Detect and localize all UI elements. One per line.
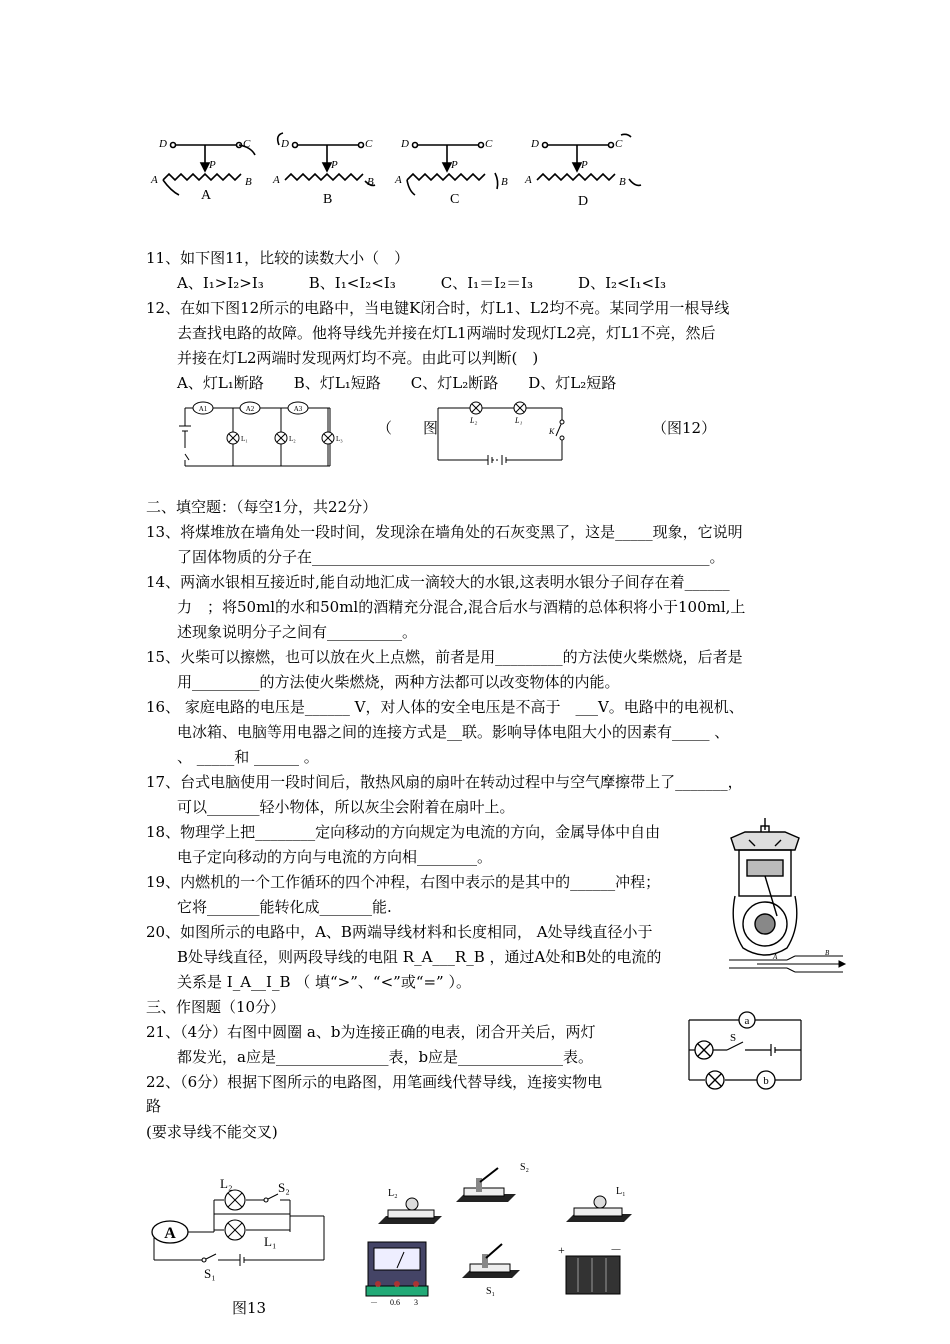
option-label-c: C	[450, 192, 460, 207]
q22-line2: 路	[146, 1097, 162, 1115]
fig12-label-l2: L₂	[470, 416, 478, 425]
svg-text:D: D	[401, 138, 409, 150]
q13-line2: 了固体物质的分子在_____________________________________________________。	[177, 548, 725, 566]
caption-figure-12: （图12）	[652, 419, 717, 437]
engine-cylinder-figure	[725, 816, 805, 966]
fig11-meter-a2: A2	[245, 405, 255, 413]
svg-text:B: B	[619, 176, 626, 188]
real-ammeter-minus: －	[370, 1298, 378, 1307]
q22-line1: 22、（6分）根据下图所示的电路图，用笔画线代替导线，连接实物电	[146, 1073, 603, 1091]
q20-line1: 20、如图所示的电路中，A、B两端导线材料和长度相同， A处导线直径小于	[146, 923, 653, 941]
q12-line2: 去查找电路的故障。他将导线先并接在灯L1两端时发现灯L2亮，灯L1不亮，然后	[177, 324, 716, 342]
real-components-figure	[360, 1158, 650, 1308]
real-label-s1: S₁	[486, 1286, 496, 1297]
caption-tu: 图	[423, 419, 439, 437]
q19-line1: 19、内燃机的一个工作循环的四个冲程，右图中表示的是其中的______冲程；	[146, 873, 661, 891]
svg-text:P: P	[209, 159, 216, 171]
q15-line1: 15、火柴可以擦燃，也可以放在火上点燃，前者是用_________的方法使火柴燃烧，后者是	[146, 648, 743, 666]
real-ammeter-06: 0.6	[390, 1298, 400, 1307]
real-ammeter	[366, 1242, 428, 1296]
svg-text:D: D	[281, 138, 289, 150]
fig13-label-l1: L₁	[264, 1234, 277, 1249]
real-lamp-l2	[378, 1198, 442, 1224]
q20-wire-figure	[727, 948, 847, 978]
option-label-a: A	[201, 188, 212, 203]
q17-line1: 17、台式电脑使用一段时间后，散热风扇的扇叶在转动过程中与空气摩擦带上了_______，	[146, 773, 743, 791]
real-switch-s2	[456, 1168, 516, 1202]
q19-line2: 它将_______能转化成_______能.	[177, 898, 392, 916]
option-label-d: D	[578, 194, 589, 209]
fig12-label-l1: L₁	[515, 416, 523, 425]
q12-options: A、灯L₁断路 B、灯L₁短路 C、灯L₂断路 D、灯L₂短路	[177, 374, 617, 392]
q16-line2: 电冰箱、电脑等用电器之间的连接方式是__联。影响导体电阻大小的因素有_____ 、	[177, 723, 730, 741]
q21-label-s: S	[729, 1032, 737, 1044]
svg-text:C: C	[485, 138, 493, 150]
real-lamp-l1	[566, 1196, 632, 1222]
fig13-ammeter-label: A	[164, 1225, 176, 1242]
q13-line1: 13、将煤堆放在墙角处一段时间，发现涂在墙角处的石灰变黑了，这是_____现象，它说明	[146, 523, 743, 541]
figure-13-circuit	[148, 1172, 330, 1282]
figure-12-circuit	[430, 398, 590, 468]
svg-text:A: A	[395, 174, 402, 186]
svg-text:A: A	[273, 174, 280, 186]
figure-13-caption: 图13	[232, 1299, 267, 1317]
option-label-b: B	[323, 192, 333, 207]
svg-text:C: C	[243, 138, 251, 150]
svg-text:A: A	[151, 174, 158, 186]
caption-paren: （	[377, 419, 393, 437]
q20-line3: 关系是 I_A__I_B （ 填“>”、“<”或“=” ）。	[177, 973, 471, 991]
section2-title: 二、填空题：（每空1分，共22分）	[146, 498, 378, 516]
real-label-l1: L₁	[616, 1186, 626, 1197]
q16-line1: 16、 家庭电路的电压是______ V，对人体的安全电压是不高于 ___V。电路中的电视机、	[146, 698, 744, 716]
svg-text:P: P	[331, 159, 338, 171]
q20-line2: B处导线直径，则两段导线的电阻 R_A___R_B ，通过A处和B处的电流的	[177, 948, 662, 966]
q21-line2: 都发光，a应是_______________表，b应是______________表。	[177, 1048, 594, 1066]
q22-line3: (要求导线不能交叉)	[146, 1123, 278, 1141]
q11-stem: 11、如下图11，比较的读数大小（ ）	[146, 249, 410, 267]
svg-text:P: P	[581, 159, 588, 171]
fig11-meter-a3: A3	[293, 405, 303, 413]
section3-title: 三、作图题（10分）	[146, 998, 286, 1016]
fig11-lamp-l3: L₃	[336, 435, 343, 443]
q21-label-a: a	[744, 1015, 750, 1027]
real-label-l2: L₂	[388, 1188, 398, 1199]
q20-wire-label-b: B	[825, 949, 830, 957]
fig13-label-s1: S₁	[204, 1266, 216, 1281]
real-battery-plus: +	[558, 1243, 565, 1257]
q21-circuit-figure	[683, 1004, 807, 1094]
q17-line2: 可以_______轻小物体，所以灰尘会附着在扇叶上。	[177, 798, 515, 816]
rheostat-options-figure	[145, 125, 650, 215]
fig11-lamp-l1: L₁	[241, 435, 248, 443]
q12-line1: 12、在如下图12所示的电路中，当电键K闭合时，灯L1、L2均不亮。某同学用一根导线	[146, 299, 730, 317]
q15-line2: 用_________的方法使火柴燃烧，两种方法都可以改变物体的内能。	[177, 673, 620, 691]
real-ammeter-3: 3	[414, 1298, 418, 1307]
real-battery	[566, 1256, 620, 1294]
real-label-s2: S₂	[520, 1162, 530, 1173]
svg-text:D: D	[159, 138, 167, 150]
q11-options: A、I₁>I₂>I₃ B、I₁<I₂<I₃ C、I₁＝I₂＝I₃ D、I₂<I₁<I₃	[177, 274, 667, 292]
svg-text:B: B	[501, 176, 508, 188]
q20-wire-label-a: A	[773, 953, 778, 961]
fig13-label-l2: L₂	[220, 1176, 233, 1191]
q16-line3: 、 _____和 ______ 。	[177, 748, 319, 766]
real-switch-s1	[462, 1244, 520, 1278]
figure-11-circuit	[175, 398, 345, 470]
svg-text:P: P	[451, 159, 458, 171]
real-battery-minus: －	[610, 1243, 623, 1257]
fig12-label-k: K	[549, 427, 555, 436]
svg-text:C: C	[365, 138, 373, 150]
svg-text:D: D	[531, 138, 539, 150]
svg-text:B: B	[245, 176, 252, 188]
fig13-label-s2: S₂	[278, 1180, 290, 1195]
q18-line2: 电子定向移动的方向与电流的方向相________。	[177, 848, 493, 866]
fig11-meter-a1: A1	[198, 405, 208, 413]
q14-line3: 述现象说明分子之间有__________。	[177, 623, 418, 641]
q21-label-b: b	[763, 1075, 769, 1087]
svg-text:A: A	[525, 174, 532, 186]
q14-line1: 14、两滴水银相互接近时,能自动地汇成一滴较大的水银,这表明水银分子间存在着______	[146, 573, 730, 591]
svg-text:B: B	[367, 176, 374, 188]
fig11-lamp-l2: L₂	[289, 435, 296, 443]
svg-text:C: C	[615, 138, 623, 150]
q12-line3: 并接在灯L2两端时发现两灯均不亮。由此可以判断( )	[177, 349, 539, 367]
q14-line2: 力 ；将50ml的水和50ml的酒精充分混合,混合后水与酒精的总体积将小于100ml,上	[177, 598, 746, 616]
q21-line1: 21、（4分）右图中圆圈 a、b为连接正确的电表，闭合开关后，两灯	[146, 1023, 596, 1041]
q18-line1: 18、物理学上把________定向移动的方向规定为电流的方向，金属导体中自由	[146, 823, 661, 841]
